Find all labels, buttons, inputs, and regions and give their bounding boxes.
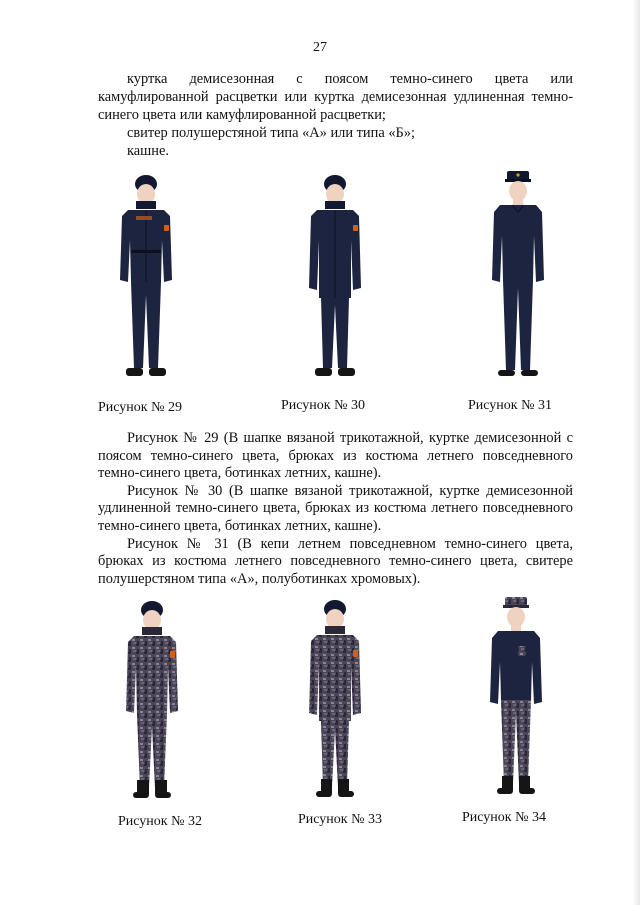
description-31: Рисунок № 31 (В кепи летнем повседневном темно-синего цвета, брюках из костюма летнего повседневного темно-синего цвета, свитере полушерстяном типа «А», полуботинках хромовых). <box>98 535 573 587</box>
description-30: Рисунок № 30 (В шапке вязаной трикотажной, куртке демисезонной удлиненной темно-синего цвета, брюках из костюма летнего повседневного темно-синего цвета, ботинках летних, кашне). <box>98 482 573 534</box>
figure-29-illustration <box>106 170 186 390</box>
intro-item-sweater: свитер полушерстяной типа «А» или типа «Б»; <box>127 125 415 141</box>
figure-33-illustration <box>295 595 375 815</box>
intro-item-jacket: куртка демисезонная с поясом темно-синего цвета или камуфлированной расцветки или куртка демисезонная удлиненная темно-синего цвета или камуфлированной расцветки; <box>98 71 573 123</box>
figure-30-illustration <box>295 170 375 390</box>
figure-34-illustration <box>476 594 556 814</box>
page-number: 27 <box>313 40 327 55</box>
figure-32-illustration <box>112 596 192 816</box>
page-edge-shadow <box>632 0 640 905</box>
figure-31-illustration <box>478 168 558 388</box>
caption-34: Рисунок № 34 <box>462 810 546 825</box>
caption-29: Рисунок № 29 <box>98 400 182 415</box>
caption-31: Рисунок № 31 <box>468 398 552 413</box>
caption-30: Рисунок № 30 <box>281 398 365 413</box>
description-29: Рисунок № 29 (В шапке вязаной трикотажной, куртке демисезонной с поясом темно-синего цвета, брюках из костюма летнего повседневного темно-синего цвета, ботинках летних, кашне). <box>98 430 573 482</box>
caption-33: Рисунок № 33 <box>298 812 382 827</box>
intro-text <box>98 70 573 160</box>
caption-32: Рисунок № 32 <box>118 814 202 829</box>
intro-item-scarf: кашне. <box>127 143 169 159</box>
figure-descriptions <box>98 430 573 588</box>
